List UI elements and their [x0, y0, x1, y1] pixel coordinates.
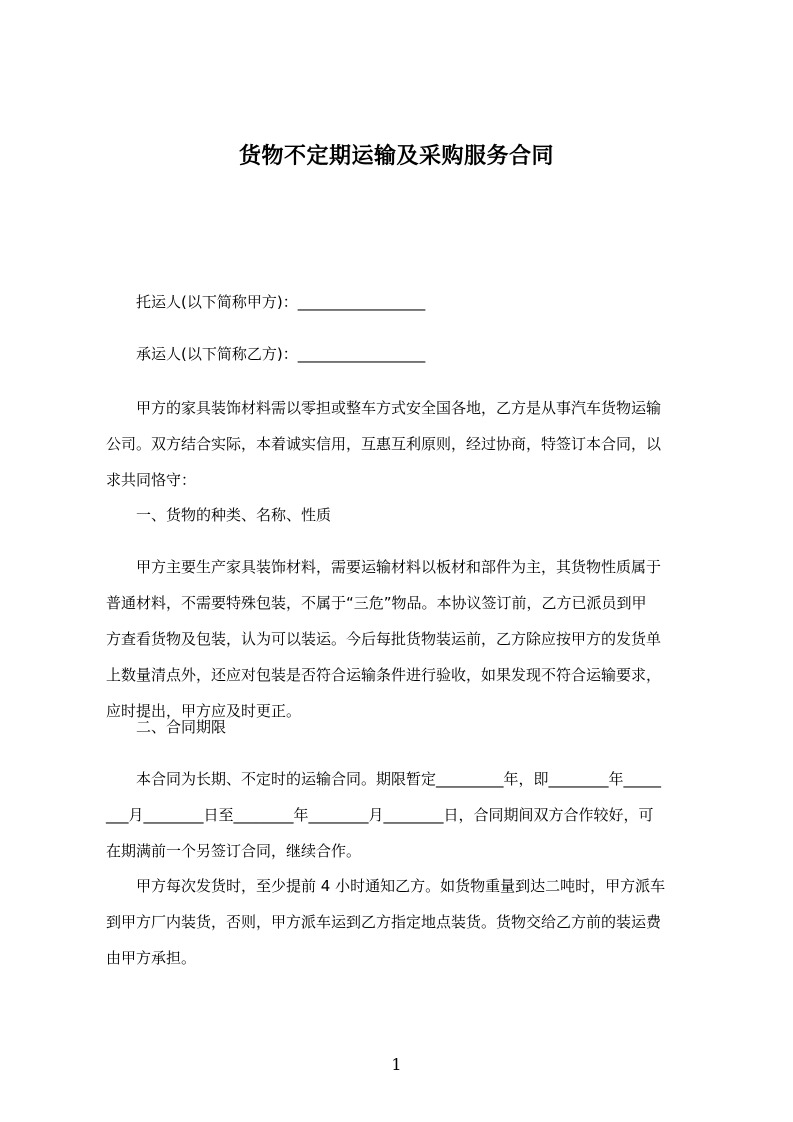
- section2-line: ___月________日至________年________月________日，合同期间双方合作较好，可: [106, 806, 654, 824]
- intro-line: 甲方的家具装饰材料需以零担或整车方式安全国各地，乙方是从事汽车货物运输: [136, 399, 662, 417]
- shipper-line: 托运人(以下简称甲方)：_________________: [136, 293, 426, 311]
- section2-line: 在期满前一个另签订合同，继续合作。: [106, 842, 362, 860]
- section1-line: 应时提出，甲方应及时更正。: [106, 702, 302, 720]
- document-title: 货物不定期运输及采购服务合同: [238, 144, 554, 169]
- intro-line: 求共同恪守：: [106, 471, 197, 489]
- intro-paragraph: [106, 390, 704, 498]
- delivery-line: 甲方每次发货时，至少提前 4 小时通知乙方。如货物重量到达二吨时，甲方派车: [136, 877, 666, 895]
- section1-heading: 一、货物的种类、名称、性质: [136, 506, 332, 524]
- delivery-line: 到甲方厂内装货，否则，甲方派车运到乙方指定地点装货。货物交给乙方前的装运费: [106, 913, 662, 931]
- section2-heading: 二、合同期限: [136, 718, 227, 736]
- carrier-line: 承运人(以下简称乙方)：_________________: [136, 345, 426, 363]
- section1-line: 方查看货物及包装，认为可以装运。今后每批货物装运前，乙方除应按甲方的发货单: [106, 630, 662, 648]
- section1-line: 上数量清点外，还应对包装是否符合运输条件进行验收，如果发现不符合运输要求，: [106, 666, 662, 684]
- section1-paragraph: [106, 549, 704, 729]
- delivery-line: 由甲方承担。: [106, 949, 197, 967]
- section2-line: 本合同为长期、不定时的运输合同。期限暂定_________年，即________年_____: [136, 770, 662, 788]
- section1-line: 甲方主要生产家具装饰材料，需要运输材料以板材和部件为主，其货物性质属于: [136, 558, 662, 576]
- section1-line: 普通材料，不需要特殊包装，不属于“三危”物品。本协议签订前，乙方已派员到甲: [106, 594, 647, 612]
- intro-line: 公司。双方结合实际，本着诚实信用，互惠互利原则，经过协商，特签订本合同，以: [106, 435, 662, 453]
- delivery-paragraph: [106, 868, 704, 976]
- page-number: 1: [391, 1055, 402, 1074]
- section2-paragraph: [106, 761, 704, 869]
